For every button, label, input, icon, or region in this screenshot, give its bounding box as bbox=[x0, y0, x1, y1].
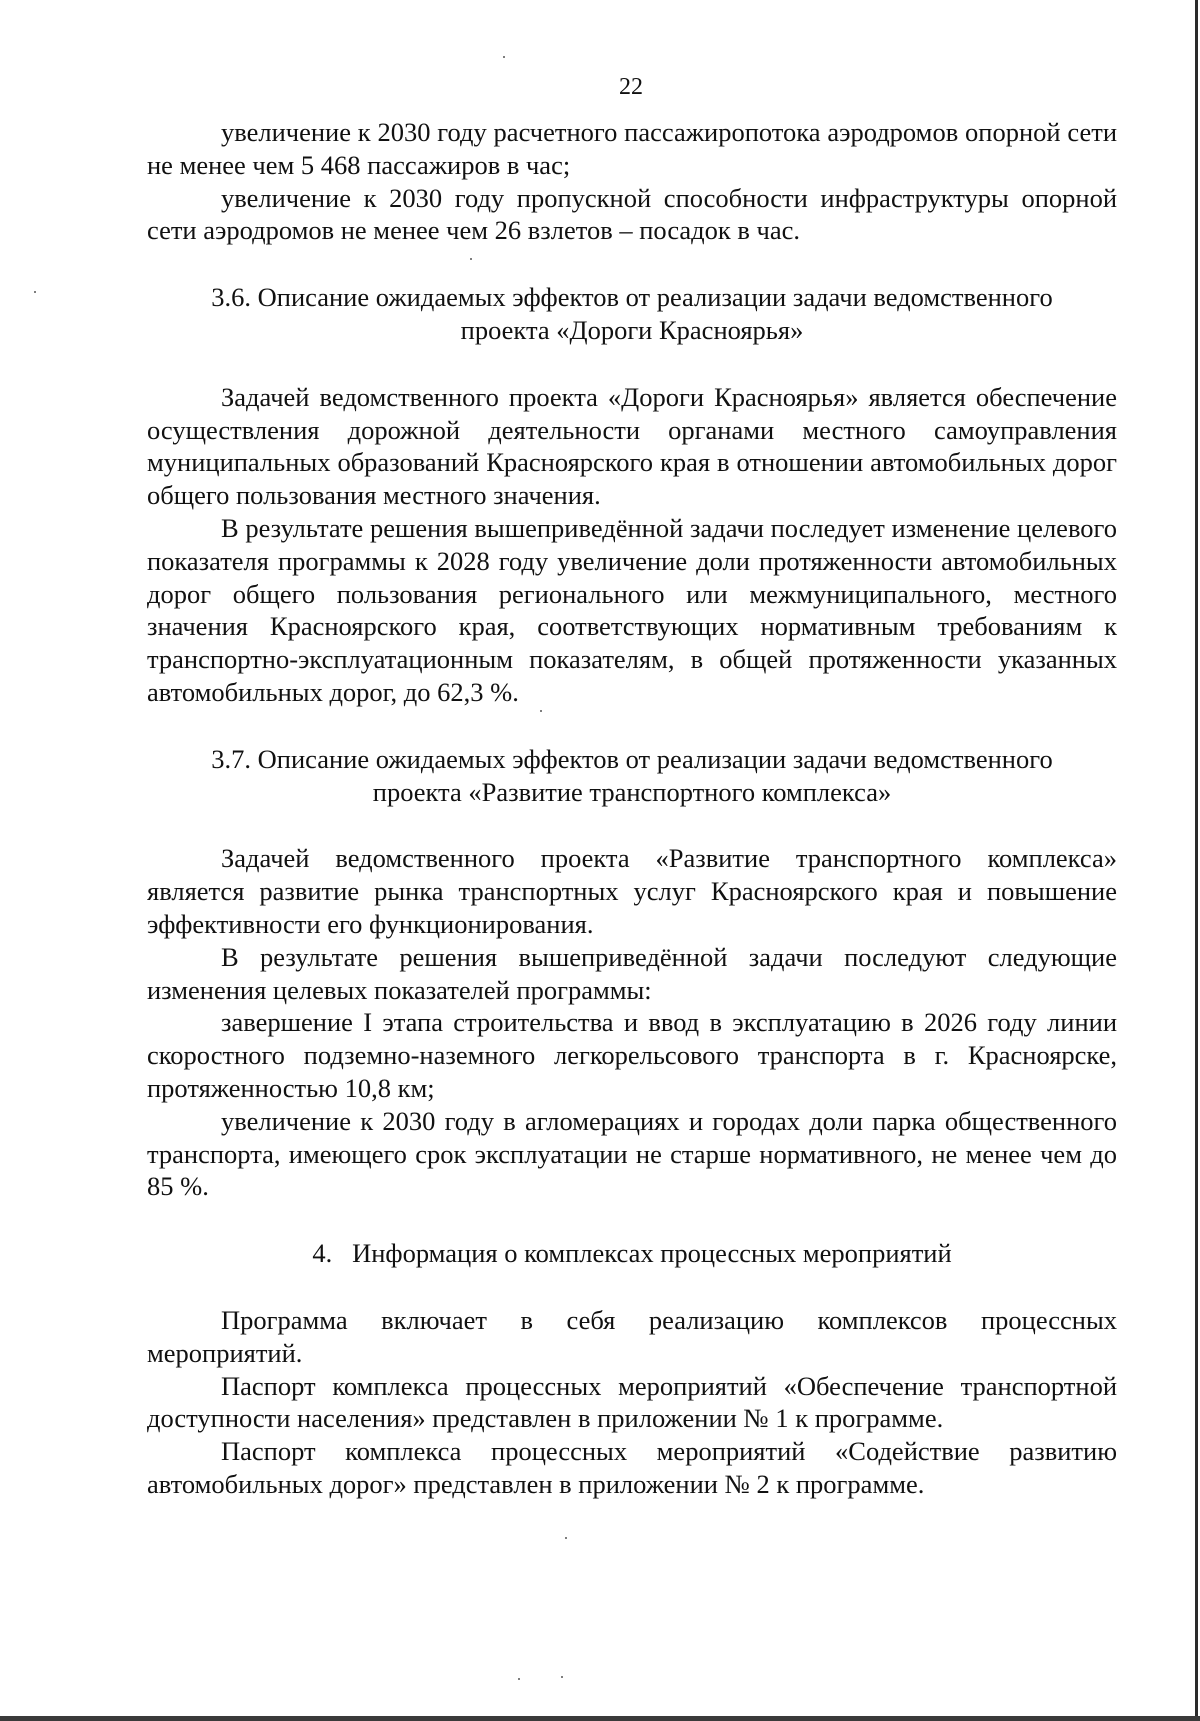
heading-line: 3.7. Описание ожидаемых эффектов от реализации задачи ведомственного bbox=[211, 743, 1053, 774]
paragraph-roads-result: В результате решения вышеприведённой задачи последует изменение целевого показателя программы к 2028 году увеличение доли протяженности автомобильных дорог общего пользования регионального или межмуниципального, местного значения Красноярского края, соответствующих нормативным требованиям к транспортно-эксплуатационным показателям, в общей протяженности указанных автомобильных дорог, до 62,3 %. bbox=[147, 512, 1117, 707]
paragraph-passport-1: Паспорт комплекса процессных мероприятий «Обеспечение транспортной доступности населения» представлен в приложении № 1 к программе. bbox=[147, 1370, 1117, 1434]
section-heading-3-7 bbox=[147, 743, 1117, 809]
scan-speck bbox=[540, 710, 542, 712]
spacer bbox=[147, 1203, 1117, 1237]
scan-speck bbox=[470, 258, 472, 260]
paragraph-throughput: увеличение к 2030 году пропускной способности инфраструктуры опорной сети аэродромов не менее чем 26 взлетов – посадок в час. bbox=[147, 182, 1117, 246]
paragraph-transport-result: В результате решения вышеприведённой задачи последуют следующие изменения целевых показателей программы: bbox=[147, 941, 1117, 1005]
scan-speck bbox=[34, 291, 36, 293]
paragraph-transport-task: Задачей ведомственного проекта «Развитие транспортного комплекса» является развитие рынка транспортных услуг Красноярского края и повышение эффективности его функционирования. bbox=[147, 843, 1117, 939]
paragraph-program-includes: Программа включает в себя реализацию комплексов процессных мероприятий. bbox=[147, 1304, 1117, 1368]
paragraph-roads-task: Задачей ведомственного проекта «Дороги Красноярья» является обеспечение осуществления дорожной деятельности органами местного самоуправления муниципальных образований Красноярского края в отношении автомобильных дорог общего пользования местного значения. bbox=[147, 381, 1117, 511]
scan-border-right bbox=[1195, 0, 1198, 1721]
spacer bbox=[147, 1270, 1117, 1304]
heading-line: 3.6. Описание ожидаемых эффектов от реализации задачи ведомственного bbox=[211, 282, 1053, 313]
paragraph-passenger-flow: увеличение к 2030 году расчетного пассажиропотока аэродромов опорной сети не менее чем 5 468 пассажиров в час; bbox=[147, 117, 1117, 180]
heading-line: проекта «Дороги Красноярья» bbox=[460, 314, 804, 345]
scan-speck bbox=[518, 1678, 520, 1680]
paragraph-light-rail: завершение I этапа строительства и ввод в эксплуатацию в 2026 году линии скоростного подземно-наземного легкорельсового транспорта в г. Красноярске, протяженностью 10,8 км; bbox=[147, 1007, 1117, 1103]
spacer bbox=[147, 808, 1117, 842]
section-heading-3-6 bbox=[147, 281, 1117, 347]
scan-border-bottom bbox=[0, 1716, 1200, 1721]
spacer bbox=[147, 347, 1117, 381]
spacer bbox=[147, 709, 1117, 743]
spacer bbox=[147, 247, 1117, 281]
paragraph-public-transport: увеличение к 2030 году в агломерациях и городах доли парка общественного транспорта, имеющего срок эксплуатации не старше нормативного, не менее чем до 85 %. bbox=[147, 1105, 1117, 1202]
paragraph-passport-2: Паспорт комплекса процессных мероприятий «Содействие развитию автомобильных дорог» представлен в приложении № 2 к программе. bbox=[147, 1436, 1117, 1499]
scan-speck bbox=[503, 56, 505, 58]
scan-speck bbox=[565, 1537, 567, 1539]
heading-line: проекта «Развитие транспортного комплекса» bbox=[372, 776, 892, 807]
page-number: 22 bbox=[619, 74, 643, 100]
section-heading-4: 4. Информация о комплексах процессных мероприятий bbox=[312, 1238, 952, 1269]
scan-speck bbox=[561, 1676, 563, 1678]
document-body bbox=[147, 116, 1117, 1501]
